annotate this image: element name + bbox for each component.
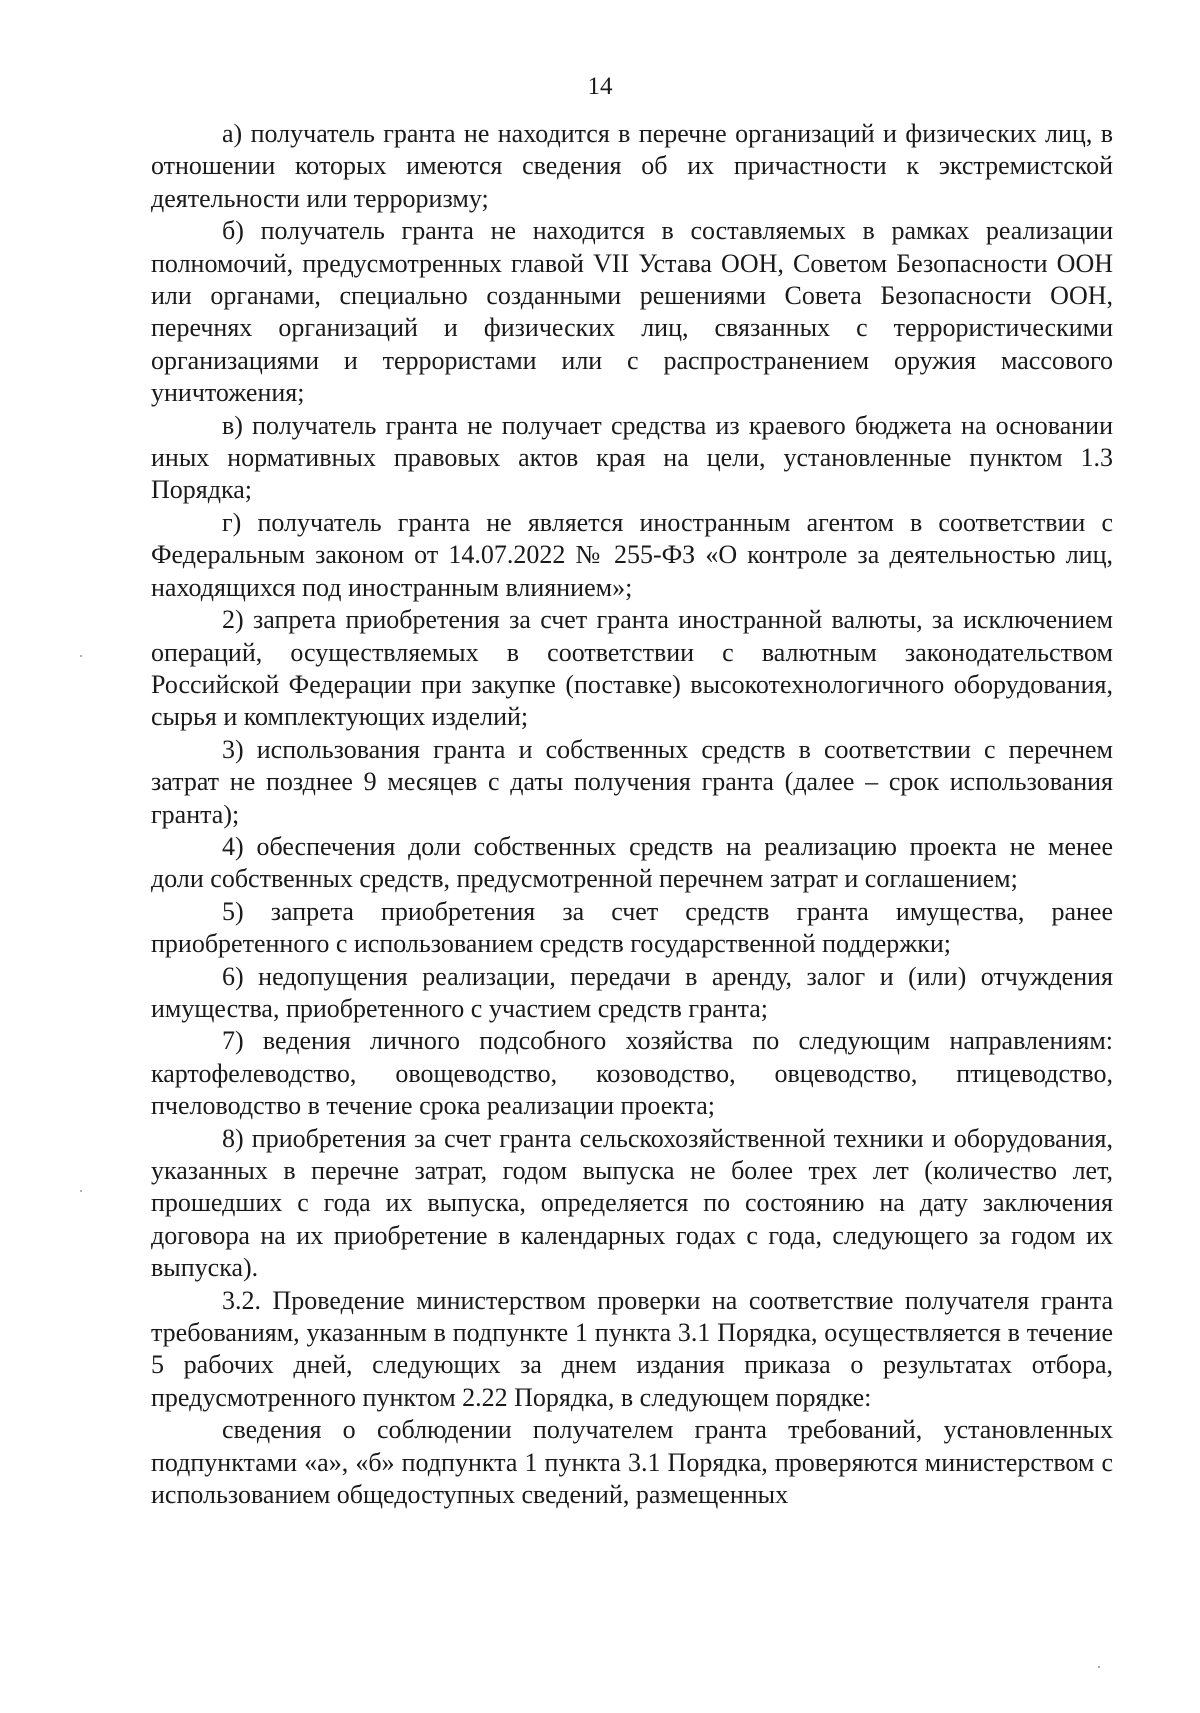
scan-speck <box>80 655 82 657</box>
page-number: 14 <box>587 73 613 100</box>
paragraph-section-3-2: 3.2. Проведение министерством проверки на соответствие получателя гранта требованиям, указанным в подпункте 1 пункта 3.1 Порядка, осуществляется в течение 5 рабочих дней, следующих за днем издания приказа о результатах отбора, предусмотренного пунктом 2.22 Порядка, в следующем порядке: <box>151 1285 1113 1412</box>
paragraph-a: а) получатель гранта не находится в перечне организаций и физических лиц, в отношении которых имеются сведения об их причастности к экстремистской деятельности или терроризму; <box>151 119 1113 213</box>
scan-speck <box>80 1190 82 1192</box>
paragraph-item-8: 8) приобретения за счет гранта сельскохозяйственной техники и оборудования, указанных в перечне затрат, годом выпуска не более трех лет (количество лет, прошедших с года их выпуска, определяется по состоянию на дату заключения договора на их приобретение в календарных годах с года, следующего за годом их выпуска). <box>151 1123 1113 1283</box>
paragraph-item-7: 7) ведения личного подсобного хозяйства по следующим направлениям: картофелеводство, овощеводство, козоводство, овцеводство, птицеводство, пчеловодство в течение срока реализации проекта; <box>151 1026 1113 1121</box>
paragraph-item-3: 3) использования гранта и собственных средств в соответствии с перечнем затрат не позднее 9 месяцев с даты получения гранта (далее – срок использования гранта); <box>151 734 1113 829</box>
paragraph-verification: сведения о соблюдении получателем гранта требований, установленных подпунктами «а», «б» подпункта 1 пункта 3.1 Порядка, проверяются министерством с использованием общедоступных сведений, размещенных <box>151 1415 1113 1510</box>
paragraph-b: б) получатель гранта не находится в составляемых в рамках реализации полномочий, предусмотренных главой VII Устава ООН, Советом Безопасности ООН или органами, специально созданными решениями Совета Безопасности ООН, перечнях организаций и физических лиц, связанных с террористическими организациями и террористами или с распространением оружия массового уничтожения; <box>151 216 1113 408</box>
document-body <box>151 118 1113 1511</box>
paragraph-item-4: 4) обеспечения доли собственных средств на реализацию проекта не менее доли собственных средств, предусмотренной перечнем затрат и соглашением; <box>151 831 1113 894</box>
scan-speck <box>1098 1666 1100 1668</box>
paragraph-g: г) получатель гранта не является иностранным агентом в соответствии с Федеральным законом от 14.07.2022 № 255-ФЗ «О контроле за деятельностью лиц, находящихся под иностранным влиянием»; <box>151 507 1113 602</box>
paragraph-item-2: 2) запрета приобретения за счет гранта иностранной валюты, за исключением операций, осуществляемых в соответствии с валютным законодательством Российской Федерации при закупке (поставке) высокотехнологичного оборудования, сырья и комплектующих изделий; <box>151 605 1113 732</box>
paragraph-item-6: 6) недопущения реализации, передачи в аренду, залог и (или) отчуждения имущества, приобретенного с участием средств гранта; <box>151 961 1113 1023</box>
paragraph-v: в) получатель гранта не получает средства из краевого бюджета на основании иных нормативных правовых актов края на цели, установленные пунктом 1.3 Порядка; <box>151 410 1113 505</box>
paragraph-item-5: 5) запрета приобретения за счет средств гранта имущества, ранее приобретенного с использованием средств государственной поддержки; <box>151 896 1113 959</box>
